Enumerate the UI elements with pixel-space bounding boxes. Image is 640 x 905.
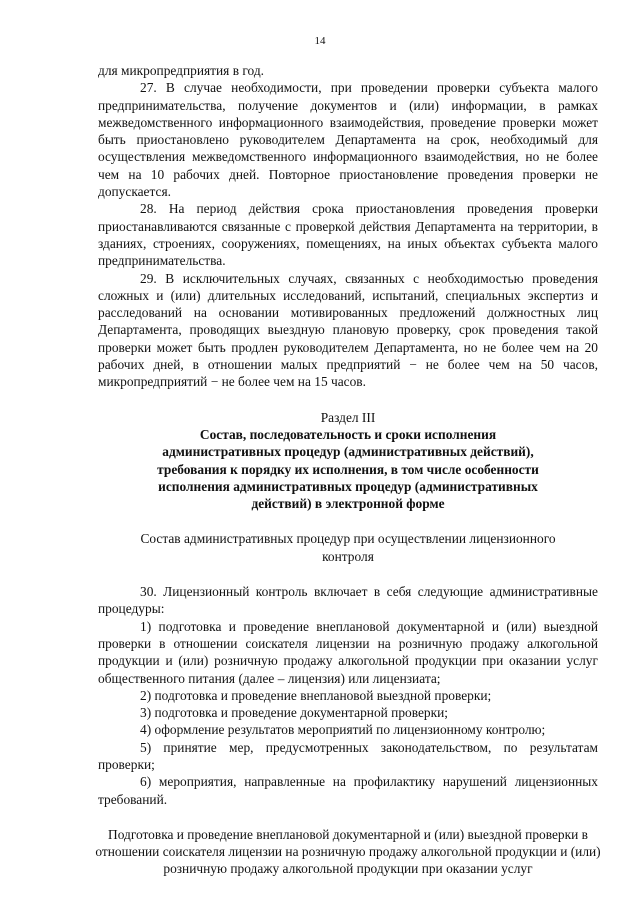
list-item-1: 1) подготовка и проведение внеплановой документарной и (или) выездной проверки в отношении соискателя лицензии на розничную продажу алкогольной продукции и (или) розничную продажу алкогольной продукции при оказании услуг общественного питания (далее – лицензия) или лицензиата; [98, 618, 598, 686]
subheading-2: Подготовка и проведение внеплановой документарной и (или) выездной проверки в отношении соискателя лицензии на розничную продажу алкогольной продукции и (или) розничную продажу алкогольной продукции при оказании услуг [95, 826, 601, 877]
list-item-2: 2) подготовка и проведение внеплановой выездной проверки; [140, 687, 492, 703]
list-item-3: 3) подготовка и проведение документарной проверки; [140, 705, 449, 721]
list-item-6: 6) мероприятия, направленные на профилактику нарушений лицензионных требований. [98, 774, 598, 807]
section-title: Состав, последовательность и сроки исполнения административных процедур (административных действий), требования к порядку их исполнения, в том числе особенности исполнения административных процедур (административных действий) в электронной форме [157, 426, 539, 512]
section-label: Раздел III [320, 409, 376, 425]
page-number: 14 [314, 35, 326, 47]
list-item-4: 4) оформление результатов мероприятий по лицензионному контролю; [140, 722, 546, 738]
paragraph-27: 27. В случае необходимости, при проведении проверки субъекта малого предпринимательства, получение документов и (или) информации, в рамках межведомственного информационного взаимодействия, проведение проверки может быть приостановлено руководителем Департамента на срок, необходимый для осуществления межведомственного информационного взаимодействия, но не более чем на 10 рабочих дней. Повторное приостановление проведения проверки не допускается. [98, 80, 598, 200]
subheading: Состав административных процедур при осуществлении лицензионного контроля [140, 531, 556, 564]
continuation-text: для микропредприятия в год. [98, 63, 264, 78]
paragraph-29: 29. В исключительных случаях, связанных с необходимостью проведения сложных и (или) длительных исследований, испытаний, специальных экспертиз и расследований на основании мотивированных предложений должностных лиц Департамента, проводящих выездную плановую проверку, срок проведения такой проверки может быть продлен руководителем Департамента, но не более чем на 20 рабочих дней, в отношении малых предприятий − не более чем на 50 часов, микропредприятий − не более чем на 15 часов. [98, 270, 598, 390]
list-item-5: 5) принятие мер, предусмотренных законодательством, по результатам проверки; [98, 739, 598, 772]
paragraph-30-intro: 30. Лицензионный контроль включает в себя следующие административные процедуры: [98, 584, 598, 617]
document-body [95, 62, 601, 878]
paragraph-28: 28. На период действия срока приостановления проведения проверки приостанавливаются связанные с проверкой действия Департамента на территории, в зданиях, строениях, сооружениях, помещениях, на иных объектах субъекта малого предпринимательства. [98, 201, 598, 269]
